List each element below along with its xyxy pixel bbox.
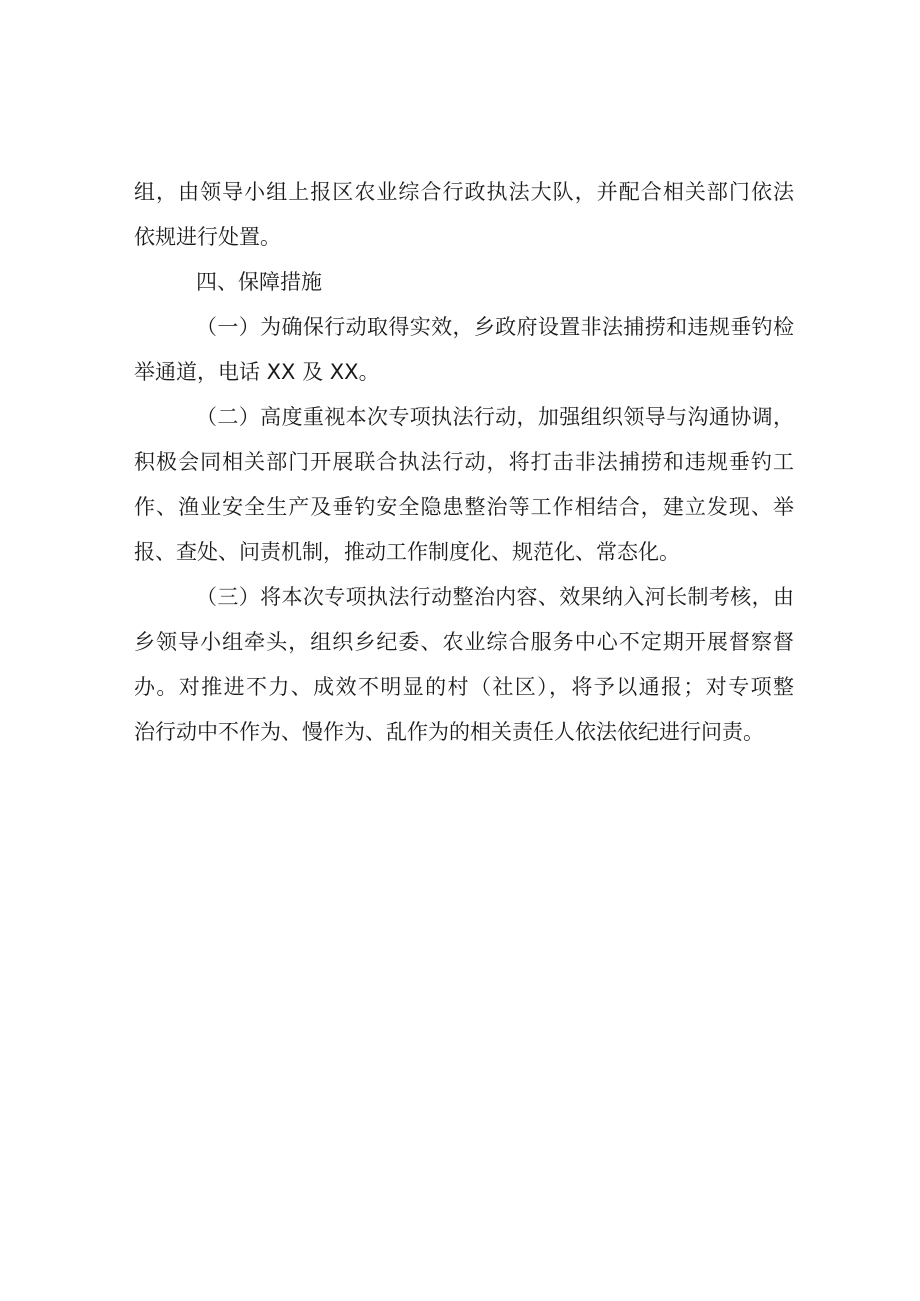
document-body bbox=[134, 170, 794, 755]
paragraph-line: 治行动中不作为、慢作为、乱作为的相关责任人依法依纪进行问责。 bbox=[134, 720, 764, 744]
paragraph-line: 办。对推进不力、成效不明显的村（社区），将予以通报；对专项整 bbox=[134, 675, 794, 699]
continuation-paragraph bbox=[134, 170, 794, 260]
section-heading: 四、保障措施 bbox=[196, 270, 322, 294]
paragraph-line: （三）将本次专项执法行动整治内容、效果纳入河长制考核，由 bbox=[196, 585, 794, 609]
paragraph-line: 举通道，电话 XX 及 XX。 bbox=[134, 360, 380, 384]
paragraph-line: 积极会同相关部门开展联合执法行动，将打击非法捕捞和违规垂钓工 bbox=[134, 450, 794, 474]
paragraph-line: 作、渔业安全生产及垂钓安全隐患整治等工作相结合，建立发现、举 bbox=[134, 495, 794, 519]
paragraph-line: 报、查处、问责机制，推动工作制度化、规范化、常态化。 bbox=[134, 540, 680, 564]
paragraph-line: 乡领导小组牵头，组织乡纪委、农业综合服务中心不定期开展督察督 bbox=[134, 630, 794, 654]
paragraph-line: （二）高度重视本次专项执法行动，加强组织领导与沟通协调， bbox=[196, 405, 794, 429]
paragraph-measure-2 bbox=[134, 395, 794, 575]
paragraph-measure-3 bbox=[134, 575, 794, 755]
paragraph-measure-1 bbox=[134, 305, 794, 395]
paragraph-line: 依规进行处置。 bbox=[134, 225, 281, 249]
paragraph-line: 组，由领导小组上报区农业综合行政执法大队，并配合相关部门依法 bbox=[134, 180, 794, 204]
paragraph-line: （一）为确保行动取得实效，乡政府设置非法捕捞和违规垂钓检 bbox=[196, 315, 794, 339]
